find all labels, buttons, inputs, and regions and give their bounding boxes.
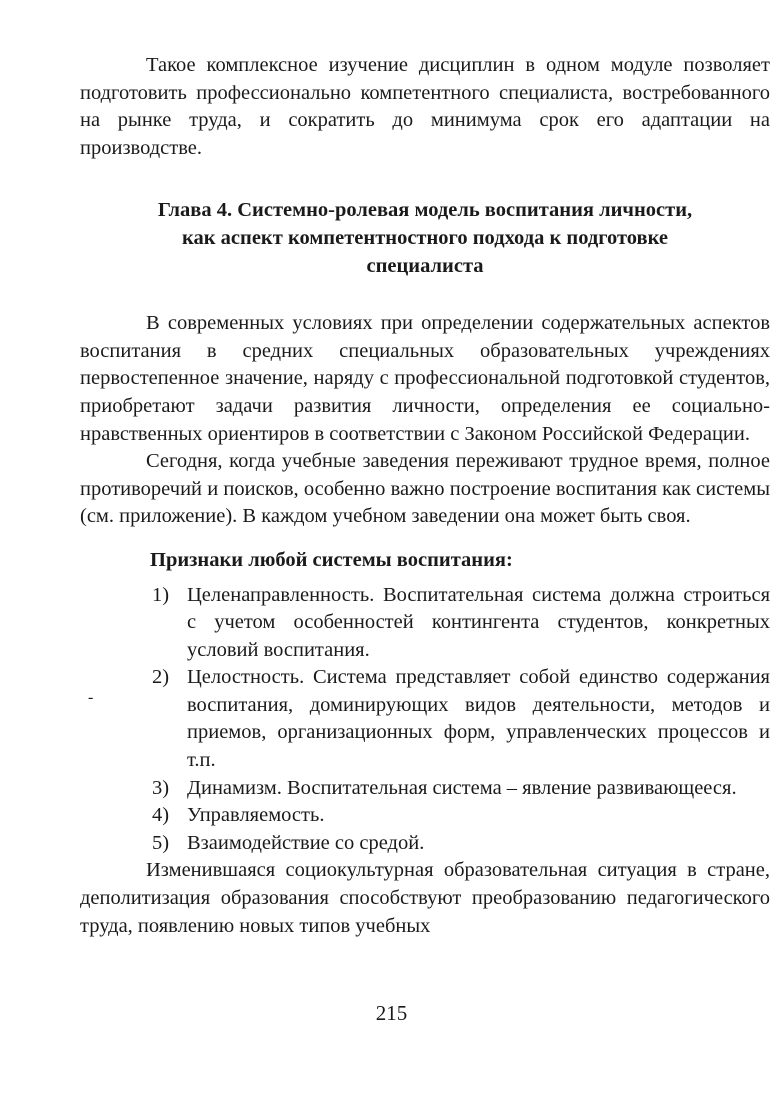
list-item-number: 4) <box>152 804 170 827</box>
page-body <box>80 52 770 940</box>
traits-list <box>80 582 770 858</box>
list-item-number: 1) <box>152 583 170 606</box>
list-item <box>80 775 770 803</box>
list-item-text: Целостность. Система представляет собой единство содержания воспитания, доминирующих видов деятельности, методов и приемов, организационных форм, управленческих процессов и т.п. <box>187 666 770 772</box>
traits-heading: Признаки любой системы воспитания: <box>150 548 513 571</box>
page-number: 215 <box>375 1001 408 1025</box>
list-item-text: Взаимодействие со средой. <box>187 831 425 854</box>
paragraph-today: Сегодня, когда учебные заведения переживают трудное время, полное противоречий и поисков, особенно важно построение воспитания как системы (см. приложение). В каждом учебном заведении она может быть своя. <box>80 450 770 528</box>
intro-paragraph: Такое комплексное изучение дисциплин в одном модуле позволяет подготовить профессионально компетентного специалиста, востребованного на рынке труда, и сократить до минимума срок его адаптации на производстве. <box>80 54 770 159</box>
list-item-number: 3) <box>152 776 170 799</box>
paragraph-modern-conditions: В современных условиях при определении содержательных аспектов воспитания в средних специальных образовательных учреждениях первостепенное значение, наряду с профессиональной подготовкой студентов, приобретают задачи развития личности, определения ее социально-нравственных ориентиров в соответствии с Законом Российской Федерации. <box>80 312 770 445</box>
list-item-text: Целенаправленность. Воспитательная система должна строиться с учетом особенностей контингента студентов, конкретных условий воспитания. <box>187 583 770 661</box>
chapter-heading <box>80 197 770 280</box>
list-item-number: 2) <box>152 666 170 689</box>
list-item <box>80 802 770 830</box>
list-item <box>80 664 770 774</box>
chapter-heading-line-3: специалиста <box>366 254 484 277</box>
chapter-heading-line-1: Глава 4. Системно-ролевая модель воспитания личности, <box>157 199 693 222</box>
chapter-heading-line-2: как аспект компетентностного подхода к подготовке <box>181 226 669 249</box>
list-item-text: Управляемость. <box>187 804 325 827</box>
list-item <box>80 830 770 858</box>
list-item-number: 5) <box>152 831 170 854</box>
margin-dash-mark: - <box>88 689 94 706</box>
list-item-text: Динамизм. Воспитательная система – явление развивающееся. <box>187 776 737 799</box>
paragraph-changed-situation: Изменившаяся социокультурная образовательная ситуация в стране, деполитизация образования способствуют преобразованию педагогического труда, появлению новых типов учебных <box>80 859 770 937</box>
list-item <box>80 582 770 665</box>
